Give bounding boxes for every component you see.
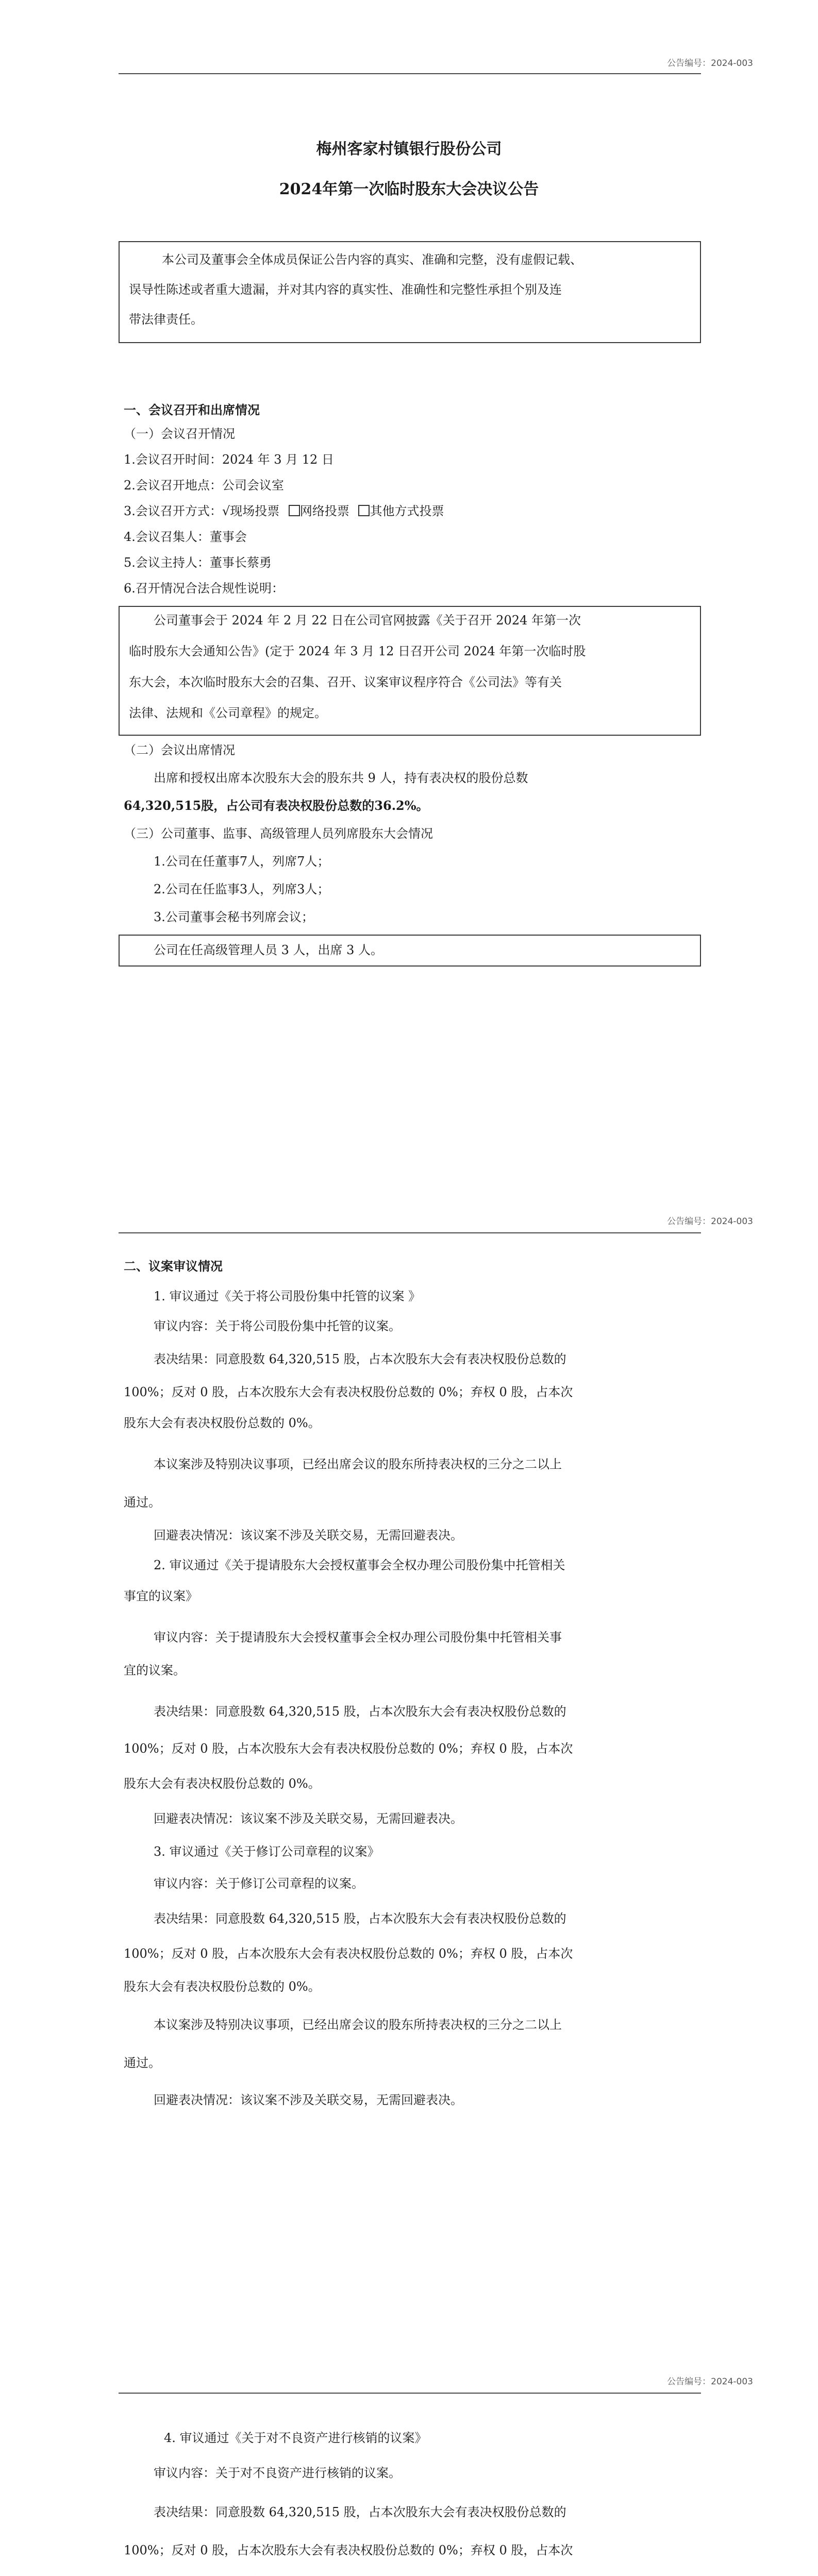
legality-label: 6.召开情况合法合规性说明： bbox=[124, 581, 284, 596]
motion-content: 审议内容：关于修订公司章程的议案。 bbox=[154, 1876, 364, 1891]
motion-content: 审议内容：关于对不良资产进行核销的议案。 bbox=[154, 2466, 401, 2480]
motion-special: 本议案涉及特别决议事项，已经出席会议的股东所持表决权的三分之二以上 bbox=[154, 1457, 562, 1471]
motion-result: 100%；反对 0 股，占本次股东大会有表决权股份总数的 0%；弃权 0 股，占本次 bbox=[124, 1741, 573, 1756]
motion-result: 股东大会有表决权股份总数的 0%。 bbox=[124, 1416, 321, 1430]
motion-title: 事宜的议案》 bbox=[124, 1589, 198, 1603]
motion-special: 本议案涉及特别决议事项，已经出席会议的股东所持表决权的三分之二以上 bbox=[154, 2018, 562, 2032]
subsection-heading: （三）公司董事、监事、高级管理人员列席股东大会情况 bbox=[124, 826, 433, 841]
announcement-number: 公告编号：2024-003 bbox=[667, 1216, 753, 1227]
meeting-host: 5.会议主持人：董事长蔡勇 bbox=[124, 555, 272, 570]
company-title: 梅州客家村镇银行股份公司 bbox=[316, 140, 502, 158]
motion-result: 表决结果：同意股数 64,320,515 股，占本次股东大会有表决权股份总数的 bbox=[154, 1911, 566, 1926]
meeting-time: 1.会议召开时间：2024 年 3 月 12 日 bbox=[124, 452, 334, 467]
motion-content: 审议内容：关于将公司股份集中托管的议案。 bbox=[154, 1319, 401, 1333]
checkbox-icon bbox=[358, 505, 370, 516]
header-rule bbox=[119, 73, 701, 74]
motion-special: 通过。 bbox=[124, 2056, 161, 2070]
legality-line: 法律、法规和《公司章程》的规定。 bbox=[129, 706, 327, 720]
attendee-line: 1.公司在任董事7人，列席7人； bbox=[154, 854, 330, 869]
option-other: 其他方式投票 bbox=[370, 504, 444, 518]
subsection-heading: （一）会议召开情况 bbox=[124, 427, 235, 441]
motion-result: 100%；反对 0 股，占本次股东大会有表决权股份总数的 0%；弃权 0 股，占本次 bbox=[124, 1946, 573, 1961]
motion-avoid: 回避表决情况：该议案不涉及关联交易，无需回避表决。 bbox=[154, 1528, 463, 1543]
legality-line: 公司董事会于 2024 年 2 月 22 日在公司官网披露《关于召开 2024 年第一次 bbox=[154, 613, 581, 628]
motion-result: 股东大会有表决权股份总数的 0%。 bbox=[124, 1776, 321, 1791]
attendance-line: 64,320,515股，占公司有表决权股份总数的36.2%。 bbox=[124, 798, 429, 813]
motion-content: 宜的议案。 bbox=[124, 1663, 186, 1677]
motion-result: 股东大会有表决权股份总数的 0%。 bbox=[124, 1979, 321, 1994]
announcement-number: 公告编号：2024-003 bbox=[667, 2377, 753, 2387]
legality-line: 临时股东大会通知公告》(定于 2024 年 3 月 12 日召开公司 2024 年第一次临时股 bbox=[129, 644, 586, 658]
meeting-method-label: 3.会议召开方式： bbox=[124, 504, 222, 518]
motion-special: 通过。 bbox=[124, 1495, 161, 1510]
motion-avoid: 回避表决情况：该议案不涉及关联交易，无需回避表决。 bbox=[154, 1811, 463, 1826]
announcement-title: 2024年第一次临时股东大会决议公告 bbox=[279, 180, 539, 198]
header-rule bbox=[119, 1232, 701, 1233]
subsection-heading: （二）会议出席情况 bbox=[124, 743, 235, 757]
section-heading-motions: 二、议案审议情况 bbox=[124, 1259, 223, 1274]
motion-result: 表决结果：同意股数 64,320,515 股，占本次股东大会有表决权股份总数的 bbox=[154, 1352, 566, 1366]
section-heading-meeting: 一、会议召开和出席情况 bbox=[124, 402, 260, 417]
motion-content: 审议内容：关于提请股东大会授权董事会全权办理公司股份集中托管相关事 bbox=[154, 1630, 562, 1645]
meeting-location: 2.会议召开地点：公司会议室 bbox=[124, 478, 284, 493]
notice-line: 带法律责任。 bbox=[129, 312, 203, 327]
motion-title: 4. 审议通过《关于对不良资产进行核销的议案》 bbox=[164, 2431, 427, 2445]
motion-result: 100%；反对 0 股，占本次股东大会有表决权股份总数的 0%；弃权 0 股，占本次 bbox=[124, 1385, 573, 1399]
motion-title: 2. 审议通过《关于提请股东大会授权董事会全权办理公司股份集中托管相关 bbox=[154, 1558, 565, 1572]
meeting-method bbox=[124, 503, 444, 519]
header-rule bbox=[119, 2393, 701, 2394]
motion-result: 100%；反对 0 股，占本次股东大会有表决权股份总数的 0%；弃权 0 股，占本次 bbox=[124, 2543, 573, 2557]
attendee-line: 2.公司在任监事3人，列席3人； bbox=[154, 882, 330, 896]
option-onsite: √现场投票 bbox=[222, 504, 280, 518]
senior-line: 公司在任高级管理人员 3 人，出席 3 人。 bbox=[154, 943, 383, 957]
notice-line: 本公司及董事会全体成员保证公告内容的真实、准确和完整，没有虚假记载、 bbox=[162, 252, 582, 267]
motion-result: 表决结果：同意股数 64,320,515 股，占本次股东大会有表决权股份总数的 bbox=[154, 2505, 566, 2519]
motion-avoid: 回避表决情况：该议案不涉及关联交易，无需回避表决。 bbox=[154, 2093, 463, 2107]
option-online: 网络投票 bbox=[299, 504, 349, 518]
motion-result: 表决结果：同意股数 64,320,515 股，占本次股东大会有表决权股份总数的 bbox=[154, 1704, 566, 1719]
attendee-line: 3.公司董事会秘书列席会议； bbox=[154, 910, 314, 924]
legality-line: 东大会，本次临时股东大会的召集、召开、议案审议程序符合《公司法》等有关 bbox=[129, 675, 562, 689]
announcement-number: 公告编号：2024-003 bbox=[667, 58, 753, 69]
meeting-convener: 4.会议召集人：董事会 bbox=[124, 530, 247, 544]
motion-title: 1. 审议通过《关于将公司股份集中托管的议案 》 bbox=[154, 1289, 421, 1303]
motion-title: 3. 审议通过《关于修订公司章程的议案》 bbox=[154, 1844, 380, 1859]
notice-line: 误导性陈述或者重大遗漏，并对其内容的真实性、准确性和完整性承担个别及连 bbox=[129, 282, 562, 297]
attendance-line: 出席和授权出席本次股东大会的股东共 9 人，持有表决权的股份总数 bbox=[154, 771, 528, 785]
checkbox-icon bbox=[289, 505, 300, 516]
